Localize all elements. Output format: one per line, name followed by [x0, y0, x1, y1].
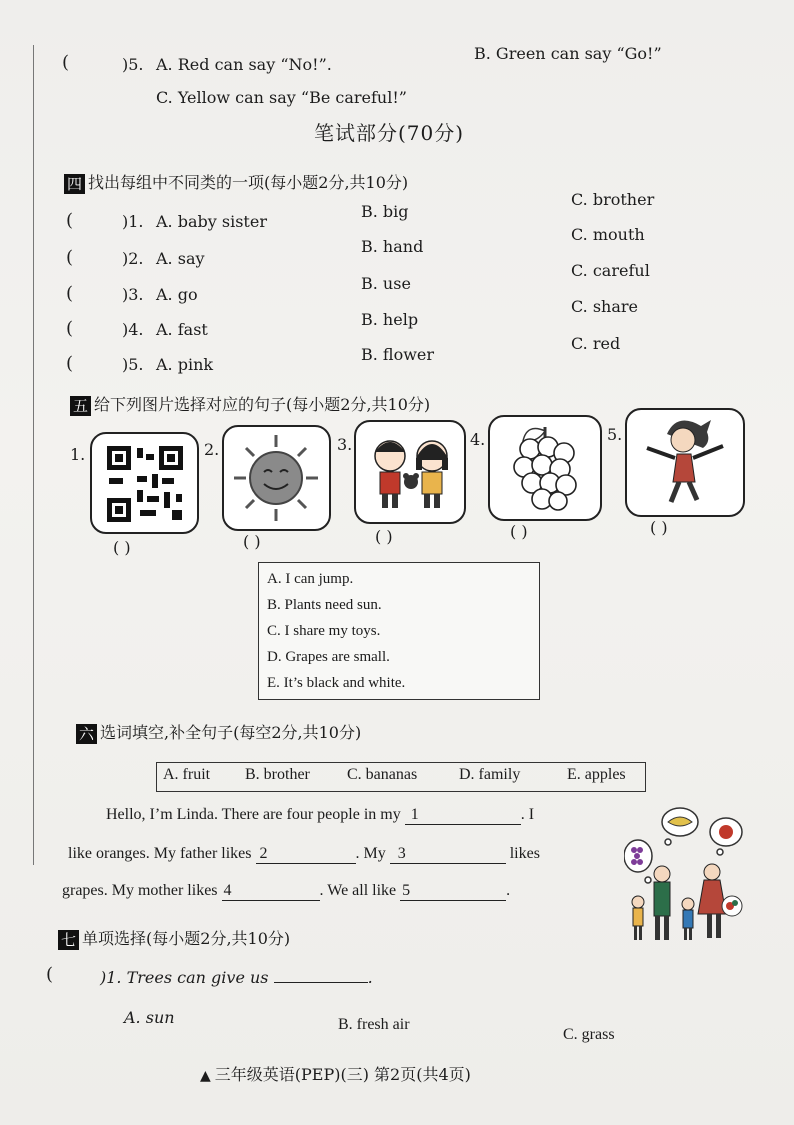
option-a: A. sun [124, 1008, 175, 1027]
option-c: C. red [571, 334, 621, 353]
picture-number: 5. [607, 425, 623, 444]
answer-paren: ( ) [510, 522, 528, 541]
cloze-text: . My [355, 845, 386, 862]
option-b: B. fresh air [338, 1016, 410, 1033]
option-a: A. say [156, 249, 205, 268]
cloze-text: likes [509, 845, 540, 862]
option-c: C. mouth [571, 225, 645, 244]
cloze-line-3 [62, 882, 510, 901]
option-a: A. pink [156, 355, 214, 374]
blank-1[interactable]: 1 [405, 806, 521, 825]
answer-paren: ( [46, 964, 54, 985]
sharing-kids-picture [354, 420, 466, 524]
grapes-picture [488, 415, 602, 521]
sentence-option: E. It’s black and white. [267, 675, 406, 691]
option-c: C. Yellow can say “Be careful!” [156, 88, 407, 107]
word-option: B. brother [245, 766, 310, 783]
option-c: C. brother [571, 190, 655, 209]
section-4-heading [64, 170, 408, 194]
option-c: C. share [571, 297, 639, 316]
option-a: A. go [156, 285, 198, 304]
answer-blank[interactable] [274, 982, 368, 983]
picture-number: 4. [470, 430, 486, 449]
section-title: 给下列图片选择对应的句子(每小题2分,共10分) [94, 395, 431, 414]
question-number: )1. [122, 212, 144, 231]
cloze-text: . We all like [319, 882, 397, 899]
option-a: A. baby sister [156, 212, 267, 231]
question-number: )2. [122, 249, 144, 268]
written-section-title: 笔试部分(70分) [314, 121, 465, 145]
answer-paren: ( ) [375, 527, 393, 546]
answer-paren: ( [66, 247, 74, 268]
sentence-option: B. Plants need sun. [267, 597, 382, 613]
jumping-girl-icon [627, 410, 743, 515]
cloze-line-2 [68, 845, 540, 864]
word-bank-box [156, 762, 646, 792]
kids-sharing-icon [356, 422, 464, 522]
sentence-option: D. Grapes are small. [267, 649, 390, 665]
sun-picture [222, 425, 331, 531]
question-1 [100, 968, 373, 987]
blank-5[interactable]: 5 [400, 882, 506, 901]
option-b: B. Green can say “Go!” [474, 44, 662, 63]
option-a: A. Red can say “No!”. [156, 55, 332, 74]
section-5-heading [70, 392, 430, 416]
cloze-text: . I [520, 806, 535, 823]
blank-2[interactable]: 2 [256, 845, 356, 864]
answer-paren: ( [66, 353, 74, 374]
option-b: B. big [361, 202, 409, 221]
picture-number: 3. [337, 435, 353, 454]
option-a: A. fast [156, 320, 208, 339]
option-b: B. hand [361, 237, 424, 256]
section-7-heading [58, 926, 290, 950]
family-illustration [624, 800, 754, 950]
qr-code-picture [90, 432, 199, 534]
cloze-line-1 [106, 806, 534, 825]
word-option: C. bananas [347, 766, 418, 783]
option-b: B. use [361, 274, 411, 293]
picture-number: 2. [204, 440, 220, 459]
triangle-icon: ▲ [200, 1068, 211, 1084]
option-b: B. help [361, 310, 419, 329]
cloze-text: Hello, I’m Linda. There are four people in my [106, 806, 401, 823]
question-number: )5. [122, 55, 144, 74]
cloze-text: grapes. My mother likes [62, 882, 218, 899]
section-badge: 四 [64, 174, 85, 194]
option-b: B. flower [361, 345, 435, 364]
answer-paren: ( ) [113, 538, 131, 557]
option-c: C. careful [571, 261, 650, 280]
jumping-girl-picture [625, 408, 745, 517]
cloze-text: like oranges. My father likes [68, 845, 252, 862]
question-text: )1. Trees can give us [100, 968, 269, 987]
section-title: 单项选择(每小题2分,共10分) [82, 929, 291, 948]
answer-paren: ( [66, 318, 74, 339]
answer-paren: ( [66, 283, 74, 304]
footer-text: 三年级英语(PEP)(三) 第2页(共4页) [214, 1065, 471, 1084]
section-title: 找出每组中不同类的一项(每小题2分,共10分) [88, 173, 409, 192]
answer-paren: ( ) [650, 518, 668, 537]
section-badge: 六 [76, 724, 97, 744]
question-number: )3. [122, 285, 144, 304]
answer-paren: ( ) [243, 532, 261, 551]
question-text: . [367, 968, 373, 987]
word-option: D. family [459, 766, 521, 783]
word-option: E. apples [567, 766, 626, 783]
option-c: C. grass [563, 1026, 615, 1043]
answer-paren: ( [66, 210, 74, 231]
section-badge: 五 [70, 396, 91, 416]
blank-4[interactable]: 4 [222, 882, 320, 901]
word-option: A. fruit [163, 766, 211, 783]
grapes-icon [490, 417, 600, 519]
sentence-option: C. I share my toys. [267, 623, 381, 639]
picture-number: 1. [70, 445, 86, 464]
cloze-text: . [506, 882, 511, 899]
answer-paren: ( [62, 52, 70, 73]
sun-icon [224, 427, 329, 529]
page-footer [200, 1062, 471, 1085]
section-badge: 七 [58, 930, 79, 950]
sentence-option: A. I can jump. [267, 571, 354, 587]
blank-3[interactable]: 3 [390, 845, 506, 864]
section-title: 选词填空,补全句子(每空2分,共10分) [100, 723, 362, 742]
question-number: )4. [122, 320, 144, 339]
sentence-options-box [258, 562, 540, 700]
margin-line [33, 45, 34, 865]
question-number: )5. [122, 355, 144, 374]
section-6-heading [76, 720, 361, 744]
qr-code-icon [92, 434, 197, 532]
